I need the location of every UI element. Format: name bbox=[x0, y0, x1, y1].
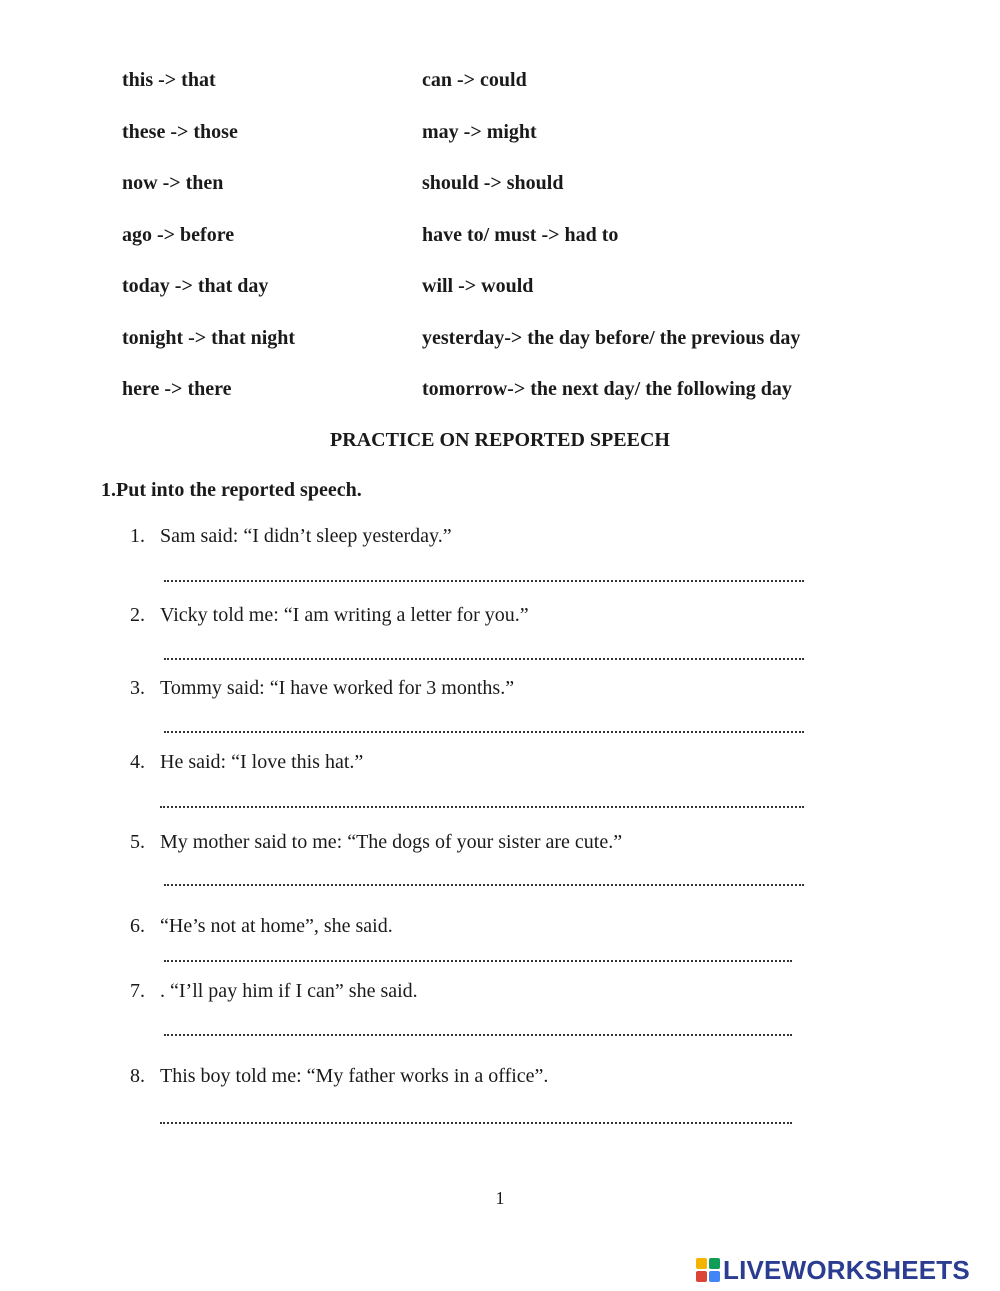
logo-square-1 bbox=[696, 1258, 707, 1269]
section-title: PRACTICE ON REPORTED SPEECH bbox=[330, 429, 670, 451]
question-number: 3. bbox=[130, 677, 145, 699]
question-text: . “I’ll pay him if I can” she said. bbox=[160, 980, 418, 1002]
rule-right-4: have to/ must -> had to bbox=[422, 224, 619, 246]
answer-dotted-line bbox=[164, 580, 804, 582]
rule-right-2: may -> might bbox=[422, 121, 537, 143]
rule-left-7: here -> there bbox=[122, 378, 232, 400]
rule-left-4: ago -> before bbox=[122, 224, 235, 246]
liveworksheets-brand[interactable] bbox=[696, 1255, 970, 1285]
question-number: 5. bbox=[130, 831, 145, 853]
question-text: Sam said: “I didn’t sleep yesterday.” bbox=[160, 525, 452, 547]
question-number: 2. bbox=[130, 604, 145, 626]
answer-dotted-line bbox=[160, 806, 804, 808]
question-text: “He’s not at home”, she said. bbox=[160, 915, 393, 937]
rule-right-1: can -> could bbox=[422, 69, 527, 91]
question-number: 6. bbox=[130, 915, 145, 937]
answer-input-5[interactable] bbox=[164, 862, 804, 884]
question-text: He said: “I love this hat.” bbox=[160, 751, 364, 773]
exercise-instruction: 1.Put into the reported speech. bbox=[101, 479, 362, 501]
answer-input-4[interactable] bbox=[160, 784, 804, 806]
logo-square-2 bbox=[709, 1258, 720, 1269]
answer-input-1[interactable] bbox=[164, 558, 804, 580]
answer-dotted-line bbox=[164, 1034, 792, 1036]
question-text: Tommy said: “I have worked for 3 months.” bbox=[160, 677, 515, 699]
liveworksheets-logo-icon bbox=[696, 1258, 720, 1282]
question-text: Vicky told me: “I am writing a letter for you.” bbox=[160, 604, 529, 626]
logo-square-4 bbox=[709, 1271, 720, 1282]
question-number: 4. bbox=[130, 751, 145, 773]
answer-dotted-line bbox=[164, 658, 804, 660]
rule-left-6: tonight -> that night bbox=[122, 327, 296, 349]
answer-dotted-line bbox=[164, 960, 792, 962]
rule-left-5: today -> that day bbox=[122, 275, 269, 297]
rule-left-2: these -> those bbox=[122, 121, 238, 143]
rule-right-5: will -> would bbox=[422, 275, 534, 297]
answer-input-2[interactable] bbox=[164, 636, 804, 658]
rule-left-1: this -> that bbox=[122, 69, 216, 91]
page-number: 1 bbox=[495, 1188, 505, 1208]
answer-input-8[interactable] bbox=[160, 1100, 792, 1122]
rule-right-6: yesterday-> the day before/ the previous day bbox=[422, 327, 801, 349]
answer-input-6[interactable] bbox=[164, 938, 792, 960]
answer-dotted-line bbox=[160, 1122, 792, 1124]
question-text: This boy told me: “My father works in a office”. bbox=[160, 1065, 549, 1087]
question-number: 8. bbox=[130, 1065, 145, 1087]
rule-right-7: tomorrow-> the next day/ the following day bbox=[422, 378, 792, 400]
answer-input-3[interactable] bbox=[164, 709, 804, 731]
rule-left-3: now -> then bbox=[122, 172, 224, 194]
answer-dotted-line bbox=[164, 884, 804, 886]
question-number: 7. bbox=[130, 980, 145, 1002]
brand-name: LIVEWORKSHEETS bbox=[723, 1255, 970, 1285]
rule-right-3: should -> should bbox=[422, 172, 564, 194]
answer-dotted-line bbox=[164, 731, 804, 733]
logo-square-3 bbox=[696, 1271, 707, 1282]
question-number: 1. bbox=[130, 525, 145, 547]
question-text: My mother said to me: “The dogs of your sister are cute.” bbox=[160, 831, 623, 853]
answer-input-7[interactable] bbox=[164, 1012, 792, 1034]
